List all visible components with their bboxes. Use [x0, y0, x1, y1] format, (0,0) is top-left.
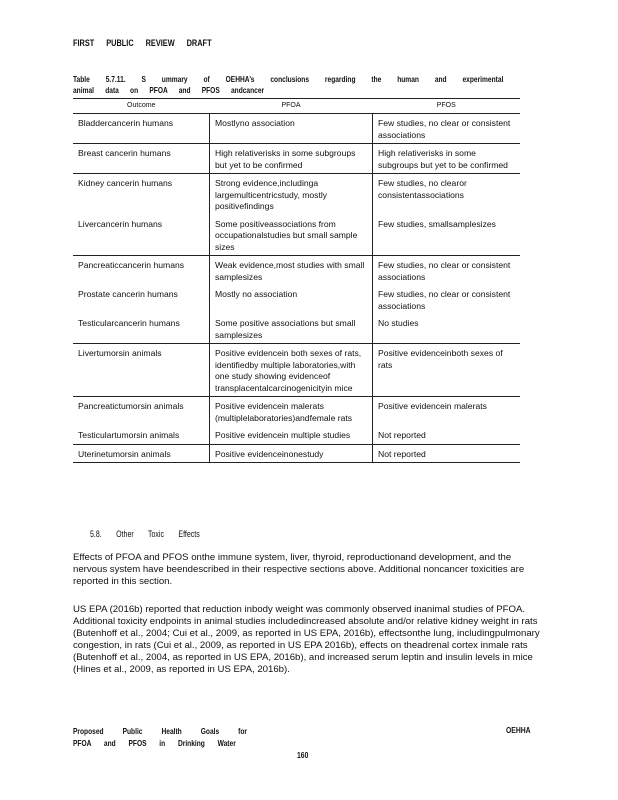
- pfoa-cell: Positive evidencein malerats (multiplelaboratories)andfemale rats: [210, 397, 373, 427]
- pfoa-cell: Mostly no association: [210, 285, 373, 314]
- pfoa-cell: Positive evidenceinonestudy: [210, 444, 373, 463]
- table-row: [73, 444, 520, 463]
- summary-table: [73, 98, 520, 463]
- caption-line-2: animal data on PFOA and PFOS andcancer: [73, 85, 265, 95]
- pfoa-cell: Positive evidencein both sexes of rats, identifiedby multiple laboratories,with one study showing evidenceof transplacentalcarcinogenicityin mice: [210, 344, 373, 397]
- pfos-cell: Positive evidenceinboth sexes of rats: [373, 344, 521, 397]
- pfoa-cell: Some positiveassociations from occupationalstudies but small sample sizes: [210, 215, 373, 256]
- outcome-cell: Uterinetumorsin animals: [73, 444, 210, 463]
- paragraph-2: US EPA (2016b) reported that reduction inbody weight was commonly observed inanimal studies of PFOA. Additional toxicity endpoints in animal studies includedincreased absolute and/or relative kidney weight in rats (Butenhoff et al., 2004; Cui et al., 2009, as reported in US EPA, 2016b), effectsonthe lung, includingpulmonary congestion, in rats (Cui et al., 2009, as reported in US EPA 2016b), effects on theadrenal cortex inmale rats (Butenhoff et al., 2004, as reported in US EPA, 2016b), and increased serum leptin and insulin levels in mice (Hines et al., 2009, as reported in US EPA, 2016b).: [73, 604, 540, 675]
- pfos-cell: Few studies, no clear or consistent associations: [373, 256, 521, 286]
- outcome-cell: Kidney cancerin humans: [78, 178, 173, 188]
- outcome-cell: Pancreatictumorsin animals: [78, 401, 184, 411]
- outcome-cell: Testicularcancerin humans: [73, 314, 210, 344]
- pfoa-cell: High relativerisks in some subgroups but yet to be confirmed: [210, 144, 373, 174]
- caption-line-1: Table 5.7.11. S ummary of OEHHA’s conclusions regarding the human and experimental: [73, 74, 504, 84]
- table-row: [73, 285, 520, 314]
- pfos-cell: Few studies, no clearor consistentassociations: [373, 174, 521, 215]
- outcome-cell: Testiculartumorsin animals: [73, 426, 210, 444]
- footer-agency: OEHHA: [506, 725, 531, 735]
- table-row: [73, 397, 520, 427]
- table-row: [73, 174, 520, 215]
- pfos-cell: Not reported: [373, 444, 521, 463]
- footer-title: [73, 725, 247, 749]
- header-outcome: Outcome: [73, 99, 210, 114]
- pfoa-cell: Some positive associations but small samplesizes: [210, 314, 373, 344]
- pfos-cell: High relativerisks in some subgroups but yet to be confirmed: [373, 144, 521, 174]
- pfos-cell: No studies: [373, 314, 521, 344]
- header-pfoa: PFOA: [210, 99, 373, 114]
- pfos-cell: Few studies, no clear or consistent associations: [373, 114, 521, 144]
- outcome-cell: Bladdercancerin humans: [73, 114, 210, 144]
- table-row: [73, 256, 520, 286]
- pfos-cell: Positive evidencein malerats: [373, 397, 521, 427]
- table-row: [73, 114, 520, 144]
- pfoa-cell: Strong evidence,includinga largemulticentricstudy, mostly positivefindings: [210, 174, 373, 215]
- outcome-cell: Livercancerin humans: [73, 215, 210, 256]
- page-number: 160: [297, 750, 309, 760]
- table-row: [73, 314, 520, 344]
- table-row: [73, 144, 520, 174]
- footer-title-line-2: PFOA and PFOS in Drinking Water: [73, 738, 236, 748]
- outcome-cell: Prostate cancerin humans: [78, 289, 178, 299]
- table-header-row: [73, 99, 520, 114]
- footer-title-line-1: Proposed Public Health Goals for: [73, 726, 248, 736]
- document-header: FIRST PUBLIC REVIEW DRAFT: [73, 38, 212, 48]
- table-caption: [73, 74, 504, 96]
- table-row: [73, 426, 520, 444]
- pfoa-cell: Mostlyno association: [210, 114, 373, 144]
- pfos-cell: Few studies, smallsamplesizes: [373, 215, 521, 256]
- paragraph-1: Effects of PFOA and PFOS onthe immune system, liver, thyroid, reproductionand development, and the nervous system have beendescribed in their respective sections above. Additional noncancer toxicities are reported in this section.: [73, 552, 525, 587]
- header-pfos: PFOS: [373, 99, 521, 114]
- table-row: [73, 215, 520, 256]
- pfos-cell: Not reported: [373, 426, 521, 444]
- outcome-cell: Pancreaticcancerin humans: [78, 260, 185, 270]
- outcome-cell: Breast cancerin humans: [73, 144, 210, 174]
- pfoa-cell: Weak evidence,most studies with small samplesizes: [210, 256, 373, 286]
- pfos-cell: Few studies, no clear or consistent associations: [373, 285, 521, 314]
- pfoa-cell: Positive evidencein multiple studies: [210, 426, 373, 444]
- table-row: [73, 344, 520, 397]
- section-heading: 5.8. Other Toxic Effects: [90, 529, 200, 539]
- outcome-cell: Livertumorsin animals: [73, 344, 210, 397]
